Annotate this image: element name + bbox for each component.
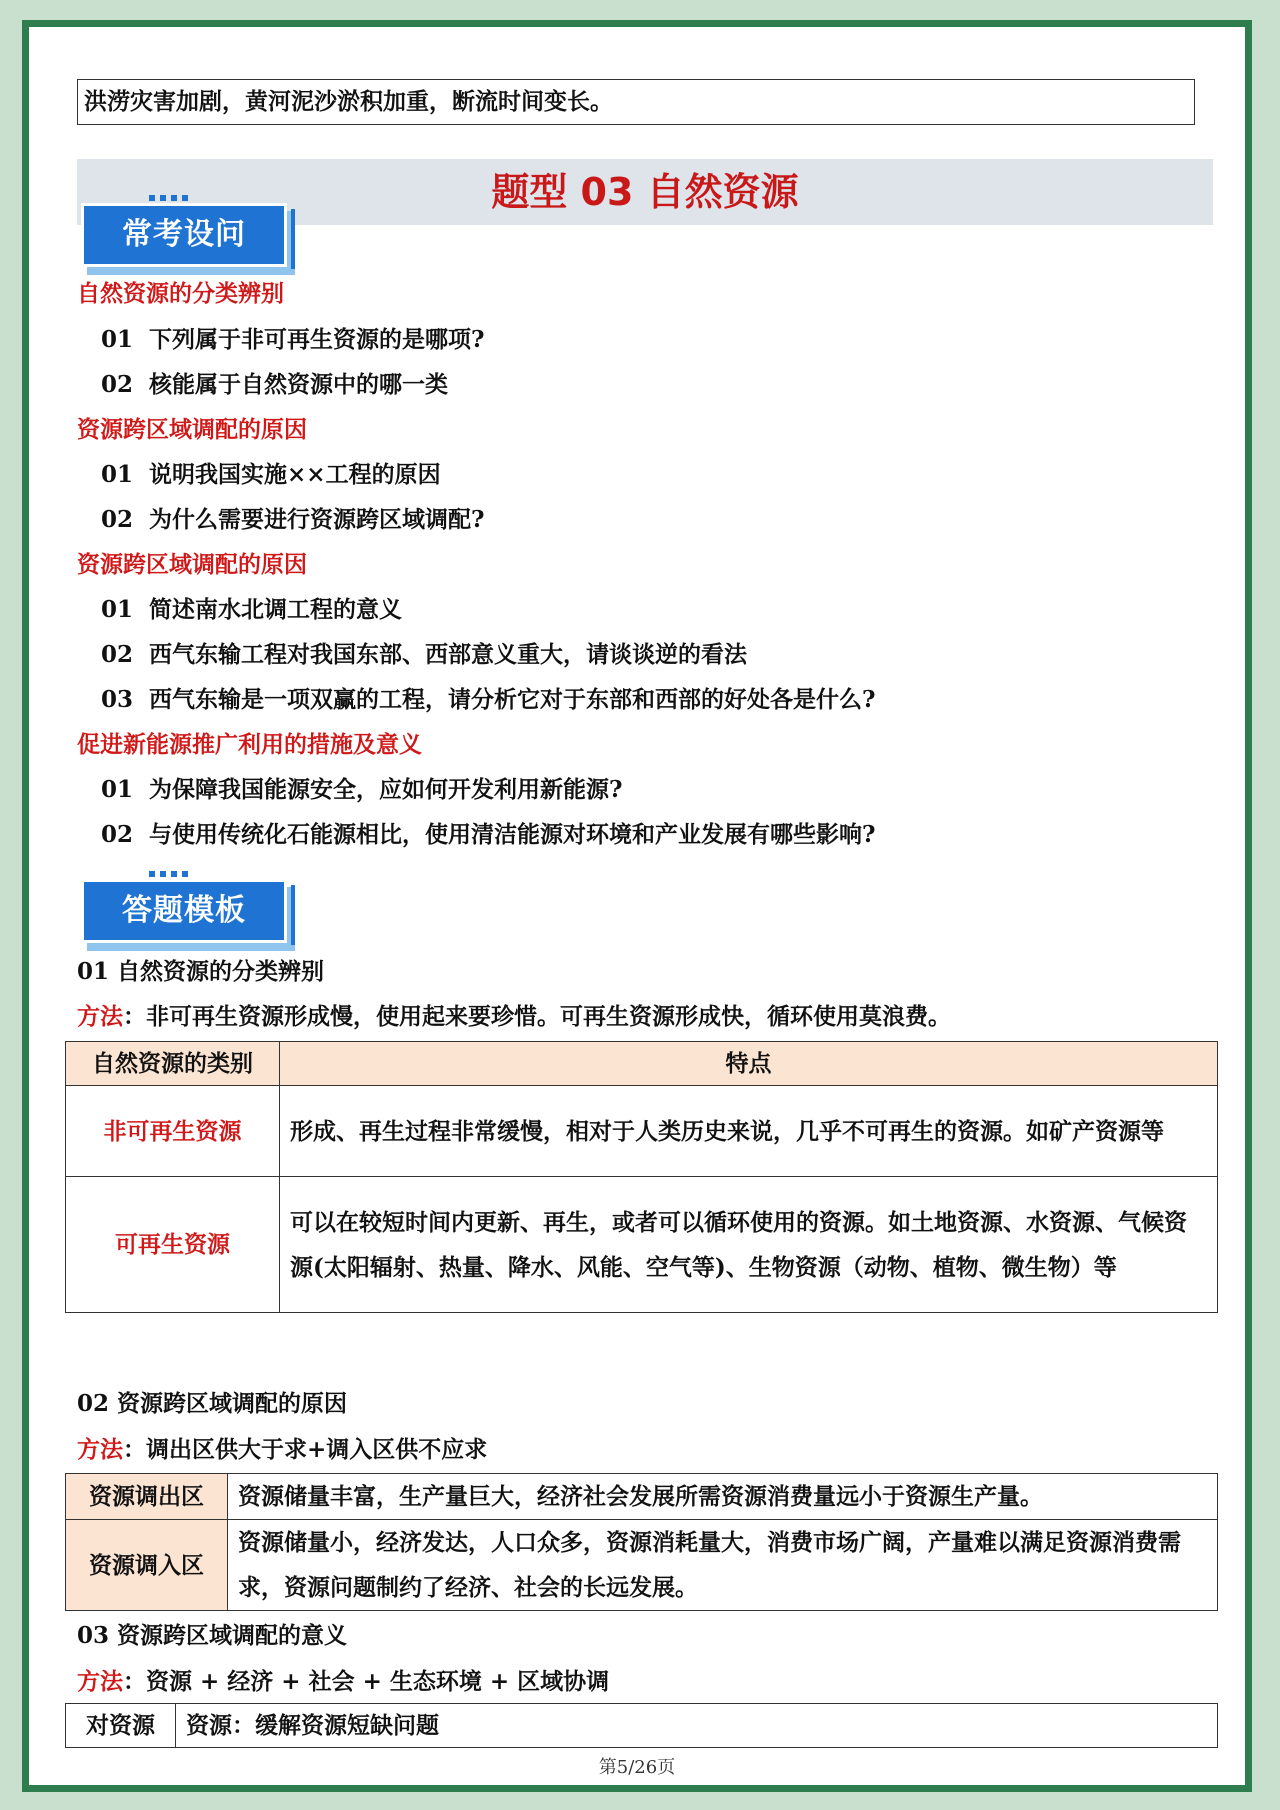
question-num: 02 (101, 371, 134, 398)
table-row (66, 1177, 1218, 1313)
question-num: 02 (101, 641, 134, 668)
question-num: 01 (101, 461, 134, 488)
question-text: 为保障我国能源安全，应如何开发利用新能源? (149, 776, 623, 803)
question-text: 西气东输是一项双赢的工程，请分析它对于东部和西部的好处各是什么? (149, 686, 876, 713)
document-page (29, 27, 1245, 1785)
badge-edge (291, 885, 295, 945)
region-tag-cell: 资源调出区 (66, 1474, 228, 1520)
method-line (77, 1667, 609, 1697)
question-item (101, 370, 448, 400)
question-item (101, 505, 485, 535)
table-row (66, 1086, 1218, 1177)
question-item (101, 595, 402, 625)
page-number: 第5/26页 (598, 1757, 676, 1778)
table-row (66, 1520, 1218, 1611)
question-text: 核能属于自然资源中的哪一类 (149, 371, 449, 398)
question-heading: 自然资源的分类辨别 (77, 280, 284, 307)
method-line (77, 1435, 487, 1465)
method-label: 方法 (77, 1003, 123, 1030)
section-title: 题型 03 自然资源 (77, 159, 1213, 225)
description-cell: 可以在较短时间内更新、再生，或者可以循环使用的资源。如土地资源、水资源、气候资源(太阳辐射、热量、降水、风能、空气等)、生物资源（动物、植物、微生物）等 (280, 1177, 1218, 1313)
template-section-title: 02 资源跨区域调配的原因 (77, 1390, 348, 1417)
category-cell: 非可再生资源 (66, 1086, 280, 1177)
method-label: 方法 (77, 1436, 123, 1463)
badge-dots (149, 195, 189, 201)
question-heading: 资源跨区域调配的原因 (77, 551, 307, 578)
description-cell: 资源储量小，经济发达，人口众多，资源消耗量大，消费市场广阔，产量难以满足资源消费需求，资源问题制约了经济、社会的长远发展。 (228, 1520, 1218, 1611)
badge-answer-template (81, 879, 297, 953)
badge-label: 答题模板 (81, 879, 287, 943)
region-tag-cell: 资源调入区 (66, 1520, 228, 1611)
template-section-title: 03 资源跨区域调配的意义 (77, 1622, 348, 1649)
method-text: ：非可再生资源形成慢，使用起来要珍惜。可再生资源形成快，循环使用莫浪费。 (123, 1003, 951, 1030)
question-item (101, 325, 485, 355)
question-item (101, 640, 747, 670)
method-text: ：调出区供大于求+调入区供不应求 (123, 1436, 488, 1463)
question-num: 01 (101, 596, 134, 623)
question-heading: 资源跨区域调配的原因 (77, 416, 307, 443)
badge-edge (291, 209, 295, 269)
transfer-reason-table (65, 1473, 1218, 1611)
question-text: 说明我国实施××工程的原因 (149, 461, 441, 488)
question-num: 01 (101, 776, 134, 803)
method-line (77, 1002, 951, 1032)
question-text: 为什么需要进行资源跨区域调配? (149, 506, 485, 533)
badge-label: 常考设问 (81, 203, 287, 267)
method-text: ：资源 + 经济 + 社会 + 生态环境 + 区域协调 (123, 1668, 610, 1695)
table-row (66, 1704, 1218, 1748)
table-header-cell: 自然资源的类别 (66, 1042, 280, 1086)
question-text: 与使用传统化石能源相比，使用清洁能源对环境和产业发展有哪些影响? (149, 821, 876, 848)
description-cell: 资源储量丰富，生产量巨大，经济社会发展所需资源消费量远小于资源生产量。 (228, 1474, 1218, 1520)
question-item (101, 775, 623, 805)
question-num: 01 (101, 326, 134, 353)
question-item (101, 460, 441, 490)
aspect-cell: 对资源 (66, 1704, 176, 1748)
table-row (66, 1474, 1218, 1520)
question-text: 下列属于非可再生资源的是哪项? (149, 326, 485, 353)
question-item (101, 685, 876, 715)
question-text: 西气东输工程对我国东部、西部意义重大，请谈谈逆的看法 (149, 641, 748, 668)
transfer-significance-table (65, 1703, 1218, 1748)
continuation-box: 洪涝灾害加剧，黄河泥沙淤积加重，断流时间变长。 (77, 79, 1195, 125)
question-item (101, 820, 876, 850)
category-cell: 可再生资源 (66, 1177, 280, 1313)
question-num: 03 (101, 686, 134, 713)
page-frame (22, 20, 1252, 1792)
badge-dots (149, 871, 189, 877)
template-section-title: 01 自然资源的分类辨别 (77, 958, 325, 985)
question-text: 简述南水北调工程的意义 (149, 596, 403, 623)
table-header-row (66, 1042, 1218, 1086)
question-num: 02 (101, 506, 134, 533)
description-cell: 形成、再生过程非常缓慢，相对于人类历史来说，几乎不可再生的资源。如矿产资源等 (280, 1086, 1218, 1177)
question-num: 02 (101, 821, 134, 848)
description-cell: 资源：缓解资源短缺问题 (176, 1704, 1218, 1748)
method-label: 方法 (77, 1668, 123, 1695)
table-header-cell: 特点 (280, 1042, 1218, 1086)
resource-category-table (65, 1041, 1218, 1313)
question-heading: 促进新能源推广利用的措施及意义 (77, 731, 422, 758)
badge-common-questions (81, 203, 297, 277)
